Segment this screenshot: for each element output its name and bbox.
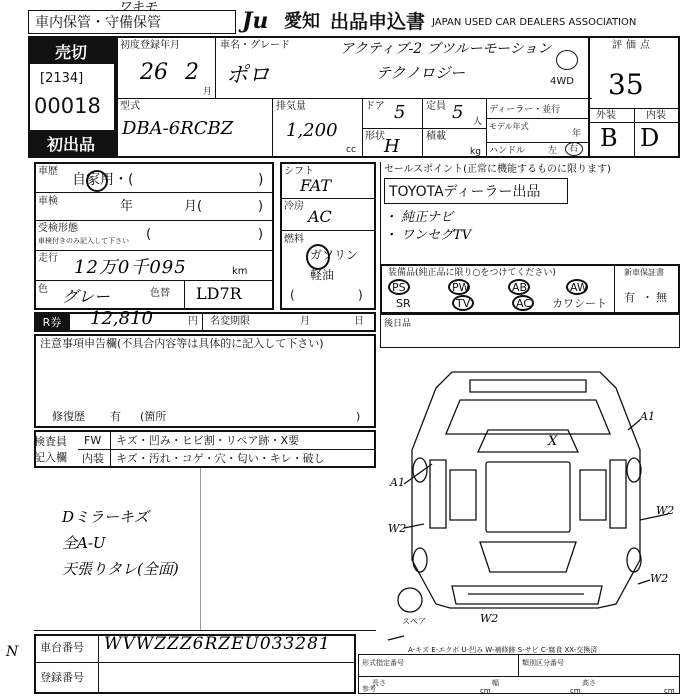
rating-label: 評価点 — [612, 40, 654, 51]
fuel-open: ( — [290, 288, 295, 302]
chassis-label: 車台番号 — [40, 641, 84, 654]
car-body-outline — [412, 372, 640, 608]
sales-point-label: セールスポイント(正常に機能するものに限ります) — [384, 164, 611, 175]
doors-label: ドア — [365, 101, 385, 112]
doors-value: 5 — [394, 102, 406, 123]
repair-place: (箇所 — [140, 410, 167, 423]
first-listing-badge: 初出品 — [28, 130, 114, 156]
fuel-gasoline-circle — [306, 244, 330, 270]
equipment-item-circle — [452, 295, 474, 311]
handwritten-top-note: ワキモ — [118, 0, 158, 15]
equipment-item: AC — [516, 297, 532, 310]
guarantee-sep: ・ — [642, 291, 653, 304]
page-title: 出品申込書 — [330, 11, 426, 33]
front-left-wheel — [413, 458, 427, 482]
fuel-label: 燃料 — [284, 234, 304, 245]
vehicle-name: ポロ — [226, 63, 271, 88]
model-year-unit: 年 — [572, 129, 582, 139]
association-name: JAPAN USED CAR DEALERS ASSOCIATION — [432, 17, 637, 28]
spec-number-frame — [358, 654, 680, 694]
car-roof — [486, 462, 570, 532]
recycle-frame — [34, 312, 376, 332]
drive-circle-mark — [556, 50, 578, 70]
equipment-item-circle — [512, 295, 534, 311]
fuel-gasoline: ガソリン — [310, 248, 359, 262]
mileage-value: 12万0千095 — [74, 257, 187, 278]
remark-line-2: 全A-U — [62, 534, 106, 552]
fw-label: FW — [84, 434, 102, 447]
displacement-label: 排気量 — [276, 101, 306, 112]
drive-label: 4WD — [550, 76, 574, 87]
receive-form-note: 車検付きのみ記入して下さい — [38, 237, 129, 245]
inspector-label-2: 記入欄 — [34, 451, 67, 464]
ju-logo — [242, 10, 284, 32]
vehicle-name-label: 車名・グレード — [220, 40, 290, 51]
vehicle-grade-line2: テクノロジー — [376, 64, 466, 82]
storage-label: 車内保管・守備保管 — [35, 15, 161, 31]
fw-items: キズ・凹み・ヒビ割・リペア跡・X要 — [116, 434, 300, 447]
rear-left-wheel — [413, 548, 427, 572]
damage-mark-a1-left: A1 — [390, 476, 405, 489]
equipment-item-circle — [388, 279, 410, 295]
handle-label: ハンドル — [489, 146, 526, 156]
guarantee-no: 無 — [656, 291, 667, 304]
model-code: DBA-6RCBZ — [122, 118, 234, 139]
recycle-amount: 12,810 — [90, 308, 153, 329]
code-label: [2134] — [40, 71, 84, 86]
vehicle-grade-line1: アクティブ-2 ブツルーモーション — [340, 41, 552, 57]
reference-label: 参考 — [362, 685, 376, 693]
damage-mark-w2-right-rear: W2 — [650, 572, 669, 585]
length-label: 長さ — [372, 679, 386, 687]
displacement-unit: cc — [346, 145, 356, 155]
registration-month-unit: 月 — [203, 87, 213, 97]
history-label: 車歴 — [38, 166, 58, 177]
shape-value: H — [384, 136, 400, 157]
private-use-circle — [86, 170, 108, 192]
receive-form-label: 受検形態 — [38, 223, 78, 234]
recycle-label: R券 — [34, 312, 70, 332]
dealer-listing: TOYOTAディーラー出品 — [389, 184, 541, 200]
dealer-label: ディーラー・並行 — [489, 105, 561, 115]
lot-number: 00018 — [34, 94, 101, 118]
equipment-item: TV — [456, 297, 471, 310]
inspection-close: ) — [258, 199, 264, 214]
model-label: 型式 — [120, 101, 140, 112]
remark-line-1: Dミラーキズ — [62, 508, 149, 526]
guarantee-label: 新車保証書 — [624, 268, 664, 277]
name-change-label: 名変期限 — [210, 316, 250, 327]
chassis-number: WVWZZZ6RZEU033281 — [104, 634, 331, 654]
drive-indicator — [548, 48, 582, 94]
history-close: ) — [258, 172, 264, 188]
interior-label: 内装 — [646, 110, 666, 121]
history-value: 自家用・( — [72, 172, 134, 188]
damage-mark-w2-left: W2 — [388, 522, 407, 535]
exterior-score: B — [600, 124, 618, 152]
shape-label: 形状 — [365, 131, 385, 142]
height-label: 高さ — [582, 679, 596, 687]
height-unit: cm — [664, 687, 675, 695]
ju-logo-mark: Ju — [242, 8, 269, 34]
after-items-frame — [380, 314, 680, 348]
rating-score: 35 — [608, 68, 644, 101]
equipment-item: AB — [512, 281, 528, 294]
side-note-mark: N — [6, 644, 19, 660]
registration-label: 初度登録年月 — [120, 40, 180, 51]
sold-badge: 売切 — [28, 38, 114, 64]
sales-point-item-1: ・ 純正ナビ — [384, 210, 454, 225]
capacity-value: 5 — [452, 102, 464, 123]
dealer-box — [384, 178, 568, 204]
interior-score: D — [640, 124, 660, 152]
repair-history-value: 有 — [110, 410, 121, 423]
registration-year: 26 — [140, 60, 168, 85]
registration-month: 2 — [185, 60, 199, 85]
equipment-item: カワシート — [552, 297, 607, 310]
capacity-unit: 人 — [473, 117, 483, 127]
left-panel-frame — [28, 36, 116, 158]
shift-label: シフト — [284, 166, 314, 177]
repair-history-label: 修復歴 — [52, 410, 85, 423]
model-spec-label: 形式指定番号 — [362, 659, 404, 667]
mileage-unit: km — [232, 266, 248, 277]
equipment-item: PW — [452, 281, 470, 294]
handle-right-circle: 右 — [565, 142, 583, 156]
damage-legend: A-キズ E-エクボ U-凹み W-補修跡 S-サビ C-腐食 XX-交換済 — [408, 646, 598, 654]
damage-mark-w2-rear: W2 — [480, 612, 499, 625]
damage-mark-x-roof: X — [548, 434, 558, 449]
repair-close: ) — [356, 410, 361, 423]
registration-number-label: 登録番号 — [40, 671, 84, 684]
shift-value: FAT — [300, 176, 332, 195]
equipment-item-circle — [448, 279, 470, 295]
car-rear-window — [480, 542, 576, 572]
color-value: グレー — [62, 287, 111, 306]
equipment-item: PS — [392, 281, 406, 294]
fuel-diesel: 軽油 — [310, 268, 335, 282]
equipment-item: AW — [570, 281, 588, 294]
ac-value: AC — [308, 207, 332, 226]
sales-point-item-2: ・ ワンセグTV — [384, 228, 472, 243]
spare-tire — [398, 588, 422, 612]
inspection-label: 車検 — [38, 196, 58, 207]
recycle-unit: 円 — [188, 316, 198, 327]
spare-tire-label: スペア — [402, 617, 426, 626]
rear-right-wheel — [627, 548, 641, 572]
after-items-label: 後日品 — [384, 319, 412, 329]
load-unit: kg — [470, 147, 481, 157]
receive-close: ) — [258, 227, 264, 242]
displacement-value: 1,200 — [286, 120, 338, 141]
equipment-item: SR — [396, 297, 411, 310]
damage-mark-a1-right-front: A1 — [640, 410, 655, 423]
load-label: 積載 — [426, 131, 446, 142]
title-prefix: 愛知 — [284, 11, 320, 32]
receive-open: ( — [146, 227, 152, 242]
exterior-label: 外装 — [596, 110, 616, 121]
model-year-label: モデル年式 — [489, 122, 529, 131]
handle-left: 左 — [548, 146, 558, 156]
name-change-day: 日 — [354, 316, 364, 327]
color-change-label: 色替 — [150, 288, 170, 299]
length-unit: cm — [480, 687, 491, 695]
class-number-label: 類別区分番号 — [522, 659, 564, 667]
front-right-wheel — [627, 458, 641, 482]
damage-mark-w2-right-front: W2 — [656, 504, 675, 517]
name-change-month: 月 — [300, 316, 310, 327]
car-upper-outline — [470, 380, 586, 392]
equipment-label: 装備品(純正品に限り○をつけてください) — [388, 268, 556, 278]
inspection-month: 月( — [184, 199, 203, 214]
car-windshield — [478, 430, 578, 452]
capacity-label: 定員 — [426, 101, 446, 112]
width-label: 幅 — [492, 679, 499, 687]
inspector-label-1: 検査員 — [34, 435, 67, 448]
storage-label-box — [28, 10, 236, 34]
interior-check-items: キズ・汚れ・コゲ・穴・匂い・キレ・破し — [116, 452, 325, 465]
mileage-label: 走行 — [38, 253, 58, 264]
width-unit: cm — [570, 687, 581, 695]
ac-label: 冷房 — [284, 201, 304, 212]
remark-line-3: 天張りタレ(全面) — [62, 560, 179, 578]
equipment-item-circle — [566, 279, 588, 295]
fuel-close: ) — [358, 288, 363, 302]
color-label: 色 — [38, 284, 48, 295]
inspection-year: 年 — [120, 199, 134, 214]
notes-label: 注意事項申告欄(不具合内容等は具体的に記入して下さい) — [40, 337, 324, 350]
interior-check-label: 内装 — [82, 452, 104, 465]
guarantee-yes: 有 — [624, 291, 635, 304]
color-code: LD7R — [196, 284, 242, 303]
equipment-item-circle — [508, 279, 530, 295]
